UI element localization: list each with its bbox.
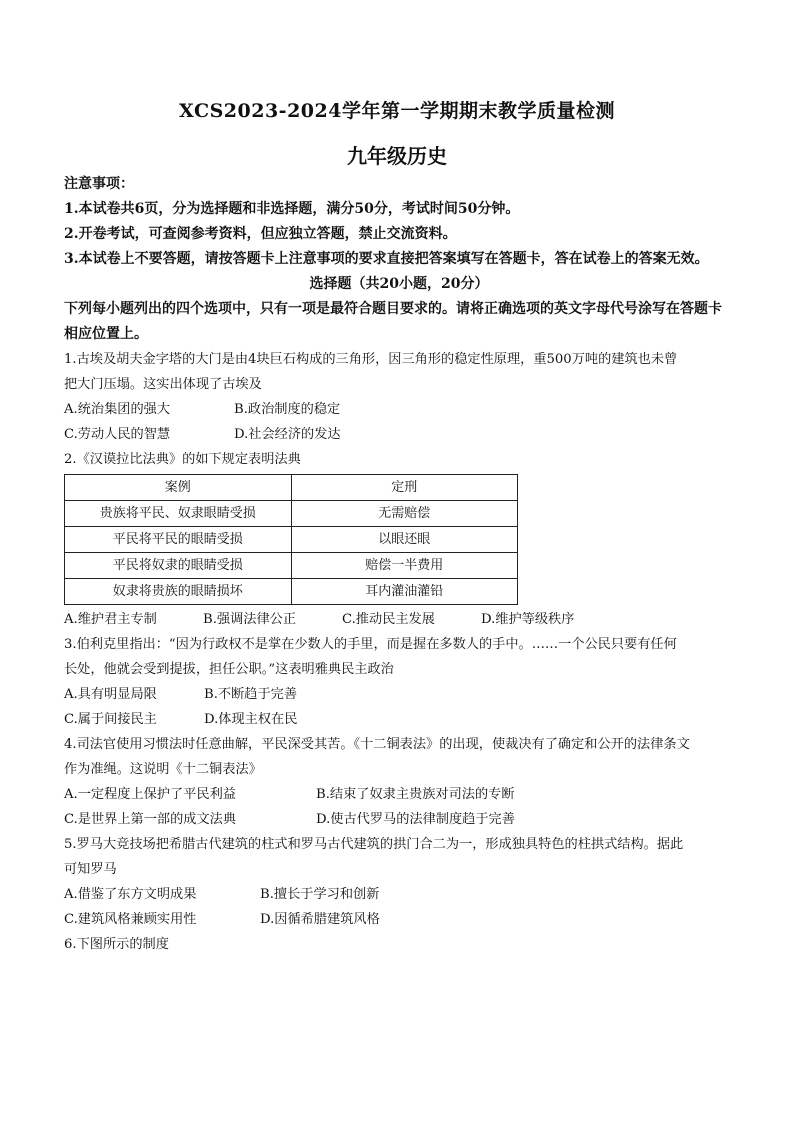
option-a: A.具有明显局限	[64, 687, 157, 702]
option-b: B.政治制度的稳定	[234, 402, 341, 417]
law-table	[64, 474, 518, 605]
table-row	[65, 553, 518, 579]
exam-title: XCS2023-2024学年第一学期期末教学质量检测	[179, 100, 615, 122]
options-row	[64, 882, 734, 907]
question-stem: 4.司法官使用习惯法时任意曲解，平民深受其苦。《十二铜表法》的出现，使裁决有了确定和公开的法律条文	[64, 737, 690, 752]
question-stem: 3.伯利克里指出：“因为行政权不是掌在少数人的手里，而是握在多数人的手中。……一个公民只要有任何	[64, 637, 677, 652]
table-row	[65, 527, 518, 553]
options-row	[64, 807, 734, 832]
section-instruction: 下列每小题列出的四个选项中，只有一项是最符合题目要求的。请将正确选项的英文字母代号涂写在答题卡相应位置上。	[64, 301, 722, 342]
question-4	[64, 732, 734, 832]
notice-item-2: 2.开卷考试，可查阅参考资料，但应独立答题，禁止交流资料。	[64, 226, 457, 242]
option-c: C.是世界上第一部的成文法典	[64, 812, 237, 827]
option-d: D.维护等级秩序	[481, 612, 575, 627]
table-cell: 耳内灌油灌铅	[291, 579, 517, 605]
table-cell: 以眼还眼	[291, 527, 517, 553]
option-a: A.统治集团的强大	[64, 402, 171, 417]
option-d: D.因循希腊建筑风格	[260, 912, 380, 927]
exam-subtitle: 九年级历史	[347, 144, 447, 168]
table-row	[65, 579, 518, 605]
table-header-case: 案例	[65, 475, 292, 501]
table-cell: 奴隶将贵族的眼睛损坏	[65, 579, 292, 605]
options-row	[64, 782, 734, 807]
table-row	[65, 501, 518, 527]
option-c: C.推动民主发展	[342, 612, 435, 627]
question-stem: 6.下图所示的制度	[64, 937, 169, 952]
option-a: A.维护君主专制	[64, 612, 157, 627]
table-cell: 平民将奴隶的眼睛受损	[65, 553, 292, 579]
options-row	[64, 422, 734, 447]
question-3	[64, 632, 734, 732]
table-cell: 平民将平民的眼睛受损	[65, 527, 292, 553]
question-2	[64, 447, 734, 632]
exam-content	[64, 172, 734, 957]
options-row	[64, 397, 734, 422]
option-c: C.建筑风格兼顾实用性	[64, 912, 197, 927]
notice-item-3: 3.本试卷上不要答题，请按答题卡上注意事项的要求直接把答案填写在答题卡，答在试卷上的答案无效。	[64, 251, 709, 267]
question-stem: 长处，他就会受到提拔，担任公职。”这表明雅典民主政治	[64, 662, 394, 677]
question-stem: 2.《汉谟拉比法典》的如下规定表明法典	[64, 452, 301, 467]
question-6	[64, 932, 734, 957]
table-header-penalty: 定刑	[291, 475, 517, 501]
notice-heading: 注意事项：	[64, 176, 134, 192]
question-stem: 可知罗马	[64, 862, 117, 877]
options-row	[64, 907, 734, 932]
question-5	[64, 832, 734, 932]
question-stem: 5.罗马大竞技场把希腊古代建筑的柱式和罗马古代建筑的拱门合二为一，形成独具特色的柱拱式结构。据此	[64, 837, 684, 852]
option-a: A.一定程度上保护了平民利益	[64, 787, 236, 802]
options-row	[64, 682, 734, 707]
question-stem: 1.古埃及胡夫金字塔的大门是由4块巨石构成的三角形，因三角形的稳定性原理，重500万吨的建筑也未曾	[64, 352, 678, 367]
table-cell: 无需赔偿	[291, 501, 517, 527]
notice-item-1: 1.本试卷共6页，分为选择题和非选择题，满分50分，考试时间50分钟。	[64, 201, 520, 217]
table-cell: 赔偿一半费用	[291, 553, 517, 579]
section-heading: 选择题（共20小题，20分）	[309, 276, 489, 292]
option-c: C.属于间接民主	[64, 712, 157, 727]
option-c: C.劳动人民的智慧	[64, 427, 171, 442]
option-b: B.不断趋于完善	[204, 687, 298, 702]
option-d: D.使古代罗马的法律制度趋于完善	[316, 812, 515, 827]
option-b: B.擅长于学习和创新	[260, 887, 380, 902]
options-row	[64, 607, 734, 632]
option-b: B.结束了奴隶主贵族对司法的专断	[316, 787, 515, 802]
option-d: D.社会经济的发达	[234, 427, 341, 442]
option-a: A.借鉴了东方文明成果	[64, 887, 197, 902]
question-stem: 把大门压塌。这实出体现了古埃及	[64, 377, 262, 392]
option-b: B.强调法律公正	[203, 612, 297, 627]
question-1	[64, 347, 734, 447]
table-cell: 贵族将平民、奴隶眼睛受损	[65, 501, 292, 527]
options-row	[64, 707, 734, 732]
option-d: D.体现主权在民	[204, 712, 298, 727]
question-stem: 作为准绳。这说明《十二铜表法》	[64, 762, 262, 777]
